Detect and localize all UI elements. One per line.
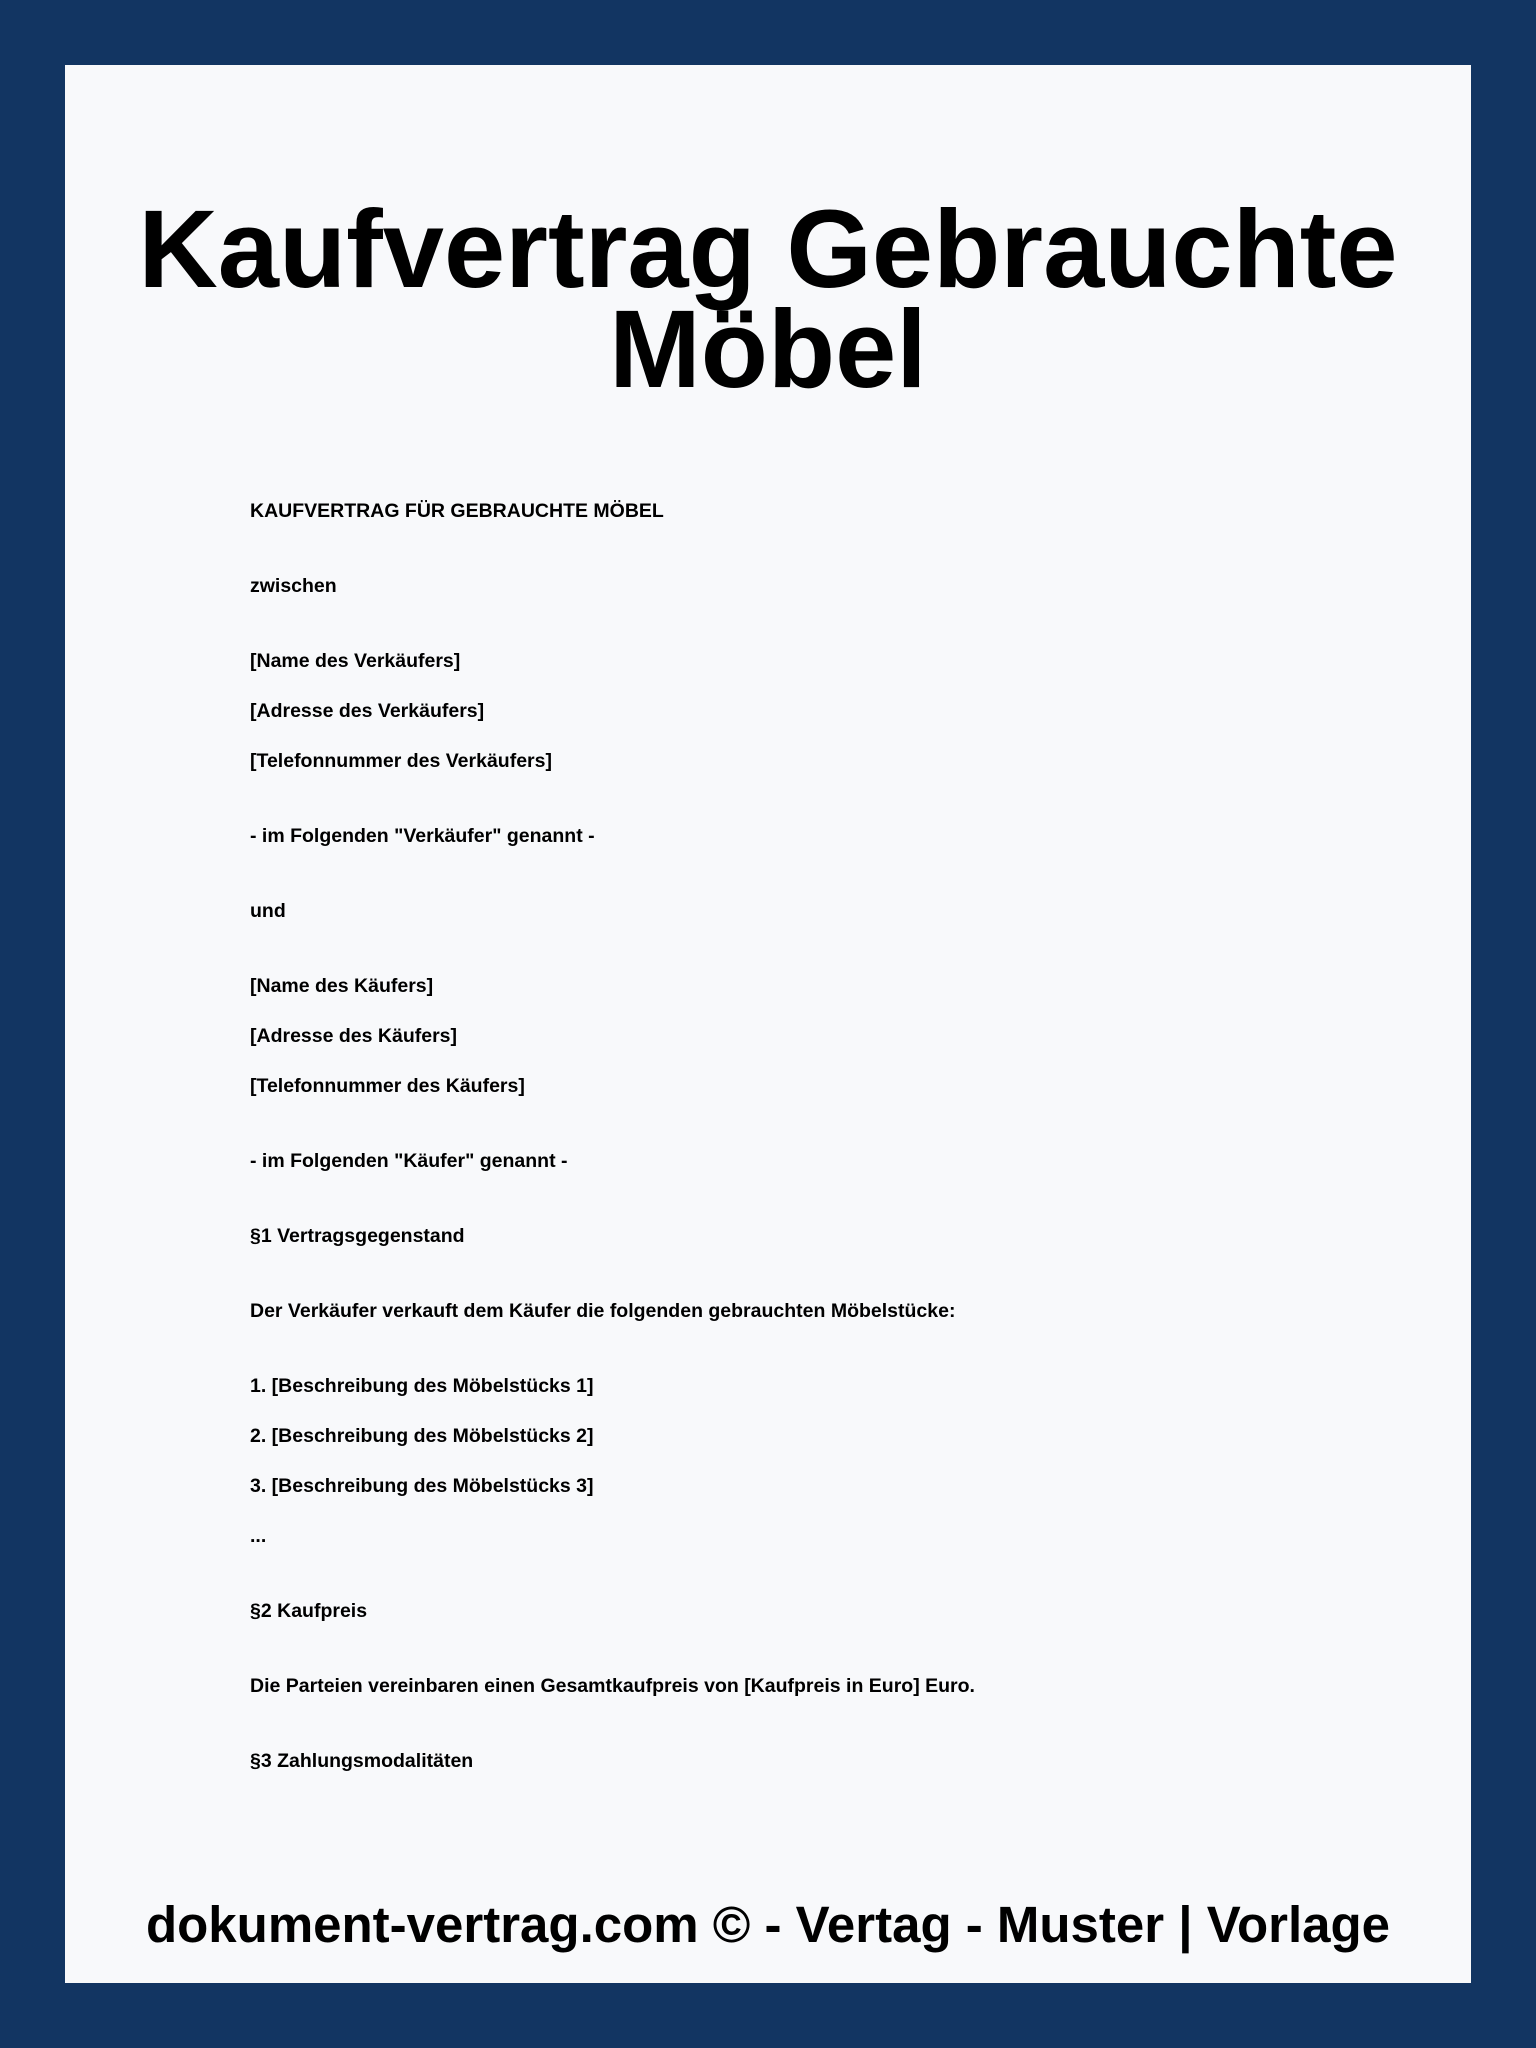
list-item: 2. [Beschreibung des Möbelstücks 2] — [250, 1425, 594, 1447]
buyer-phone: [Telefonnummer des Käufers] — [250, 1075, 525, 1097]
text-line: Der Verkäufer verkauft dem Käufer die folgenden gebrauchten Möbelstücke: — [250, 1300, 956, 1322]
footer-watermark: dokument-vertrag.com © - Vertag - Muster | Vorlage — [146, 1896, 1390, 1953]
text-line: und — [250, 900, 286, 922]
list-item: 1. [Beschreibung des Möbelstücks 1] — [250, 1375, 594, 1397]
list-item: 3. [Beschreibung des Möbelstücks 3] — [250, 1475, 594, 1497]
text-line: zwischen — [250, 575, 337, 597]
text-line: - im Folgenden "Käufer" genannt - — [250, 1150, 568, 1172]
document-page — [65, 65, 1471, 1983]
seller-name: [Name des Verkäufers] — [250, 650, 461, 672]
section-heading: §2 Kaufpreis — [250, 1600, 368, 1622]
seller-address: [Adresse des Verkäufers] — [250, 700, 485, 722]
document-title: Kaufvertrag Gebrauchte Möbel — [138, 188, 1398, 411]
contract-heading: KAUFVERTRAG FÜR GEBRAUCHTE MÖBEL — [250, 500, 664, 522]
text-line: Die Parteien vereinbaren einen Gesamtkaufpreis von [Kaufpreis in Euro] Euro. — [250, 1675, 975, 1697]
buyer-name: [Name des Käufers] — [250, 975, 434, 997]
buyer-address: [Adresse des Käufers] — [250, 1025, 457, 1047]
section-heading: §1 Vertragsgegenstand — [250, 1225, 465, 1247]
text-line: - im Folgenden "Verkäufer" genannt - — [250, 825, 595, 847]
section-heading: §3 Zahlungsmodalitäten — [250, 1750, 474, 1772]
list-item: ... — [250, 1525, 267, 1547]
seller-phone: [Telefonnummer des Verkäufers] — [250, 750, 552, 772]
